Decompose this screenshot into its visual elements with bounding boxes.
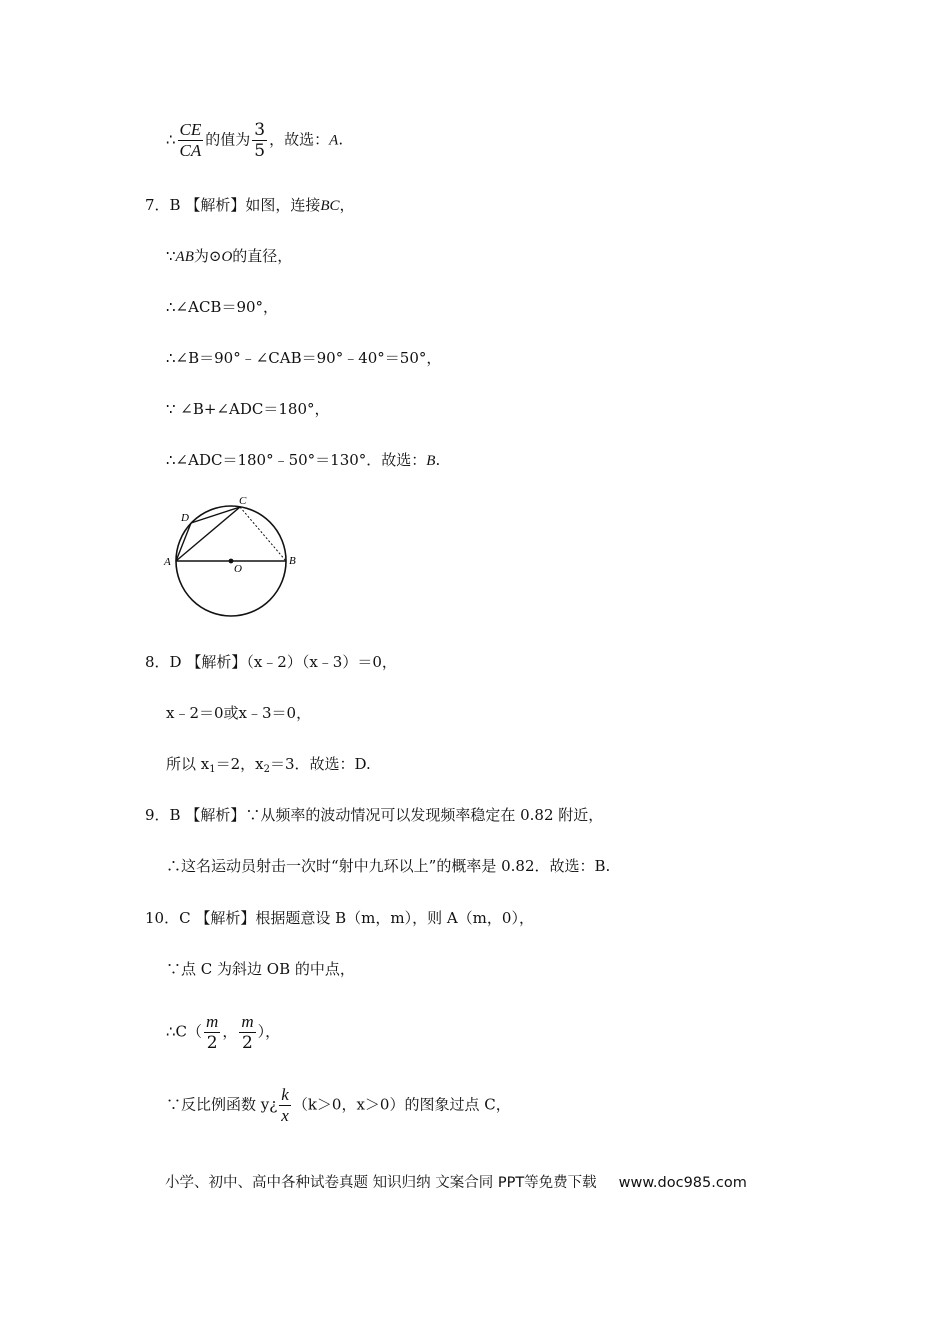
fraction-numerator: CE — [179, 120, 202, 139]
label-d: D — [181, 512, 189, 524]
line-ce-ca-ratio — [166, 120, 343, 161]
fraction-numerator: k — [281, 1085, 289, 1104]
fraction-m-2 — [239, 1012, 255, 1053]
fraction-k-x — [279, 1085, 291, 1126]
text-segment: 7．B 【解析】如图，连接 — [145, 196, 321, 214]
fraction-denominator: 5 — [254, 141, 266, 161]
because-symbol: ∵ — [166, 247, 176, 265]
q7-step-1 — [166, 246, 292, 267]
subscript: 1 — [209, 764, 216, 775]
fraction-denominator: x — [281, 1106, 289, 1125]
text-segment: ∴∠ADC＝180°﹣50°＝130°．故选： — [166, 451, 427, 469]
fraction-denominator: CA — [179, 141, 202, 160]
answer-letter: A — [329, 132, 339, 149]
text-segment: ∵反比例函数 y¿ — [166, 1095, 278, 1114]
footer-website: www.doc985.com — [618, 1175, 747, 1191]
text-segment: ∴C（ — [166, 1022, 203, 1041]
fraction-ce-ca — [178, 120, 204, 161]
answer-letter: B — [426, 453, 436, 469]
q8-step-2 — [166, 754, 371, 780]
text-segment: ，故选： — [269, 130, 330, 149]
label-b: B — [289, 555, 296, 567]
label-a: A — [164, 556, 171, 568]
text-segment: ， — [339, 196, 355, 214]
q10-step-1: ∵点 C 为斜边 OB 的中点， — [166, 960, 355, 978]
q7-step-2: ∴∠ACB＝90°， — [166, 298, 279, 316]
q7-heading — [145, 195, 355, 216]
q7-step-3: ∴∠B＝90°﹣∠CAB＝90°﹣40°＝50°， — [166, 349, 442, 367]
text-segment: ＝2，x — [215, 755, 264, 773]
label-o: O — [234, 563, 242, 575]
footer-text: 小学、初中、高中各种试卷真题 知识归纳 文案合同 PPT等免费下载 — [165, 1175, 597, 1191]
therefore-symbol: ∴ — [166, 130, 176, 149]
q8-step-1: x﹣2＝0或x﹣3＝0， — [166, 704, 312, 722]
chord-dc — [191, 507, 240, 523]
q10-step-2 — [166, 1012, 280, 1053]
fraction-numerator: m — [206, 1012, 219, 1031]
q7-step-5 — [166, 450, 440, 471]
q10-step-3 — [166, 1085, 511, 1126]
label-c: C — [239, 495, 247, 507]
variable: AB — [175, 249, 194, 265]
variable: BC — [320, 198, 340, 214]
fraction-numerator: 3 — [254, 120, 266, 140]
text-segment: ， — [222, 1022, 238, 1041]
fraction-numerator: m — [241, 1012, 254, 1031]
circle-diagram — [160, 494, 320, 624]
text-segment: 为⊙ — [193, 247, 222, 265]
q9-heading: 9．B 【解析】∵从频率的波动情况可以发现频率稳定在 0.82 附近， — [145, 806, 604, 824]
text-segment: . — [435, 451, 441, 469]
fraction-3-5 — [252, 120, 267, 161]
center-point — [229, 559, 234, 564]
subscript: 2 — [263, 764, 270, 775]
text-segment: 的直径， — [232, 247, 293, 265]
q10-heading: 10．C 【解析】根据题意设 B（m，m），则 A（m，0）， — [145, 909, 534, 927]
page-footer — [165, 1171, 747, 1192]
fraction-denominator: 2 — [242, 1033, 253, 1053]
q7-step-4: ∵ ∠B+∠ADC＝180°， — [166, 400, 330, 418]
fraction-denominator: 2 — [206, 1033, 218, 1053]
fraction-m-2 — [204, 1012, 220, 1053]
text-segment: ）， — [257, 1022, 281, 1041]
text-segment: 所以 x — [166, 755, 210, 773]
text-segment: ＝3．故选：D. — [270, 755, 371, 773]
variable: O — [221, 249, 233, 265]
q9-step-1: ∴这名运动员射击一次时“射中九环以上”的概率是 0.82．故选：B. — [166, 857, 611, 875]
q8-heading: 8．D 【解析】（x﹣2）（x﹣3）＝0， — [145, 653, 397, 671]
text-segment: （k＞0，x＞0）的图象过点 C， — [292, 1095, 511, 1114]
text-segment: . — [338, 130, 344, 149]
text-segment: 的值为 — [205, 130, 251, 149]
